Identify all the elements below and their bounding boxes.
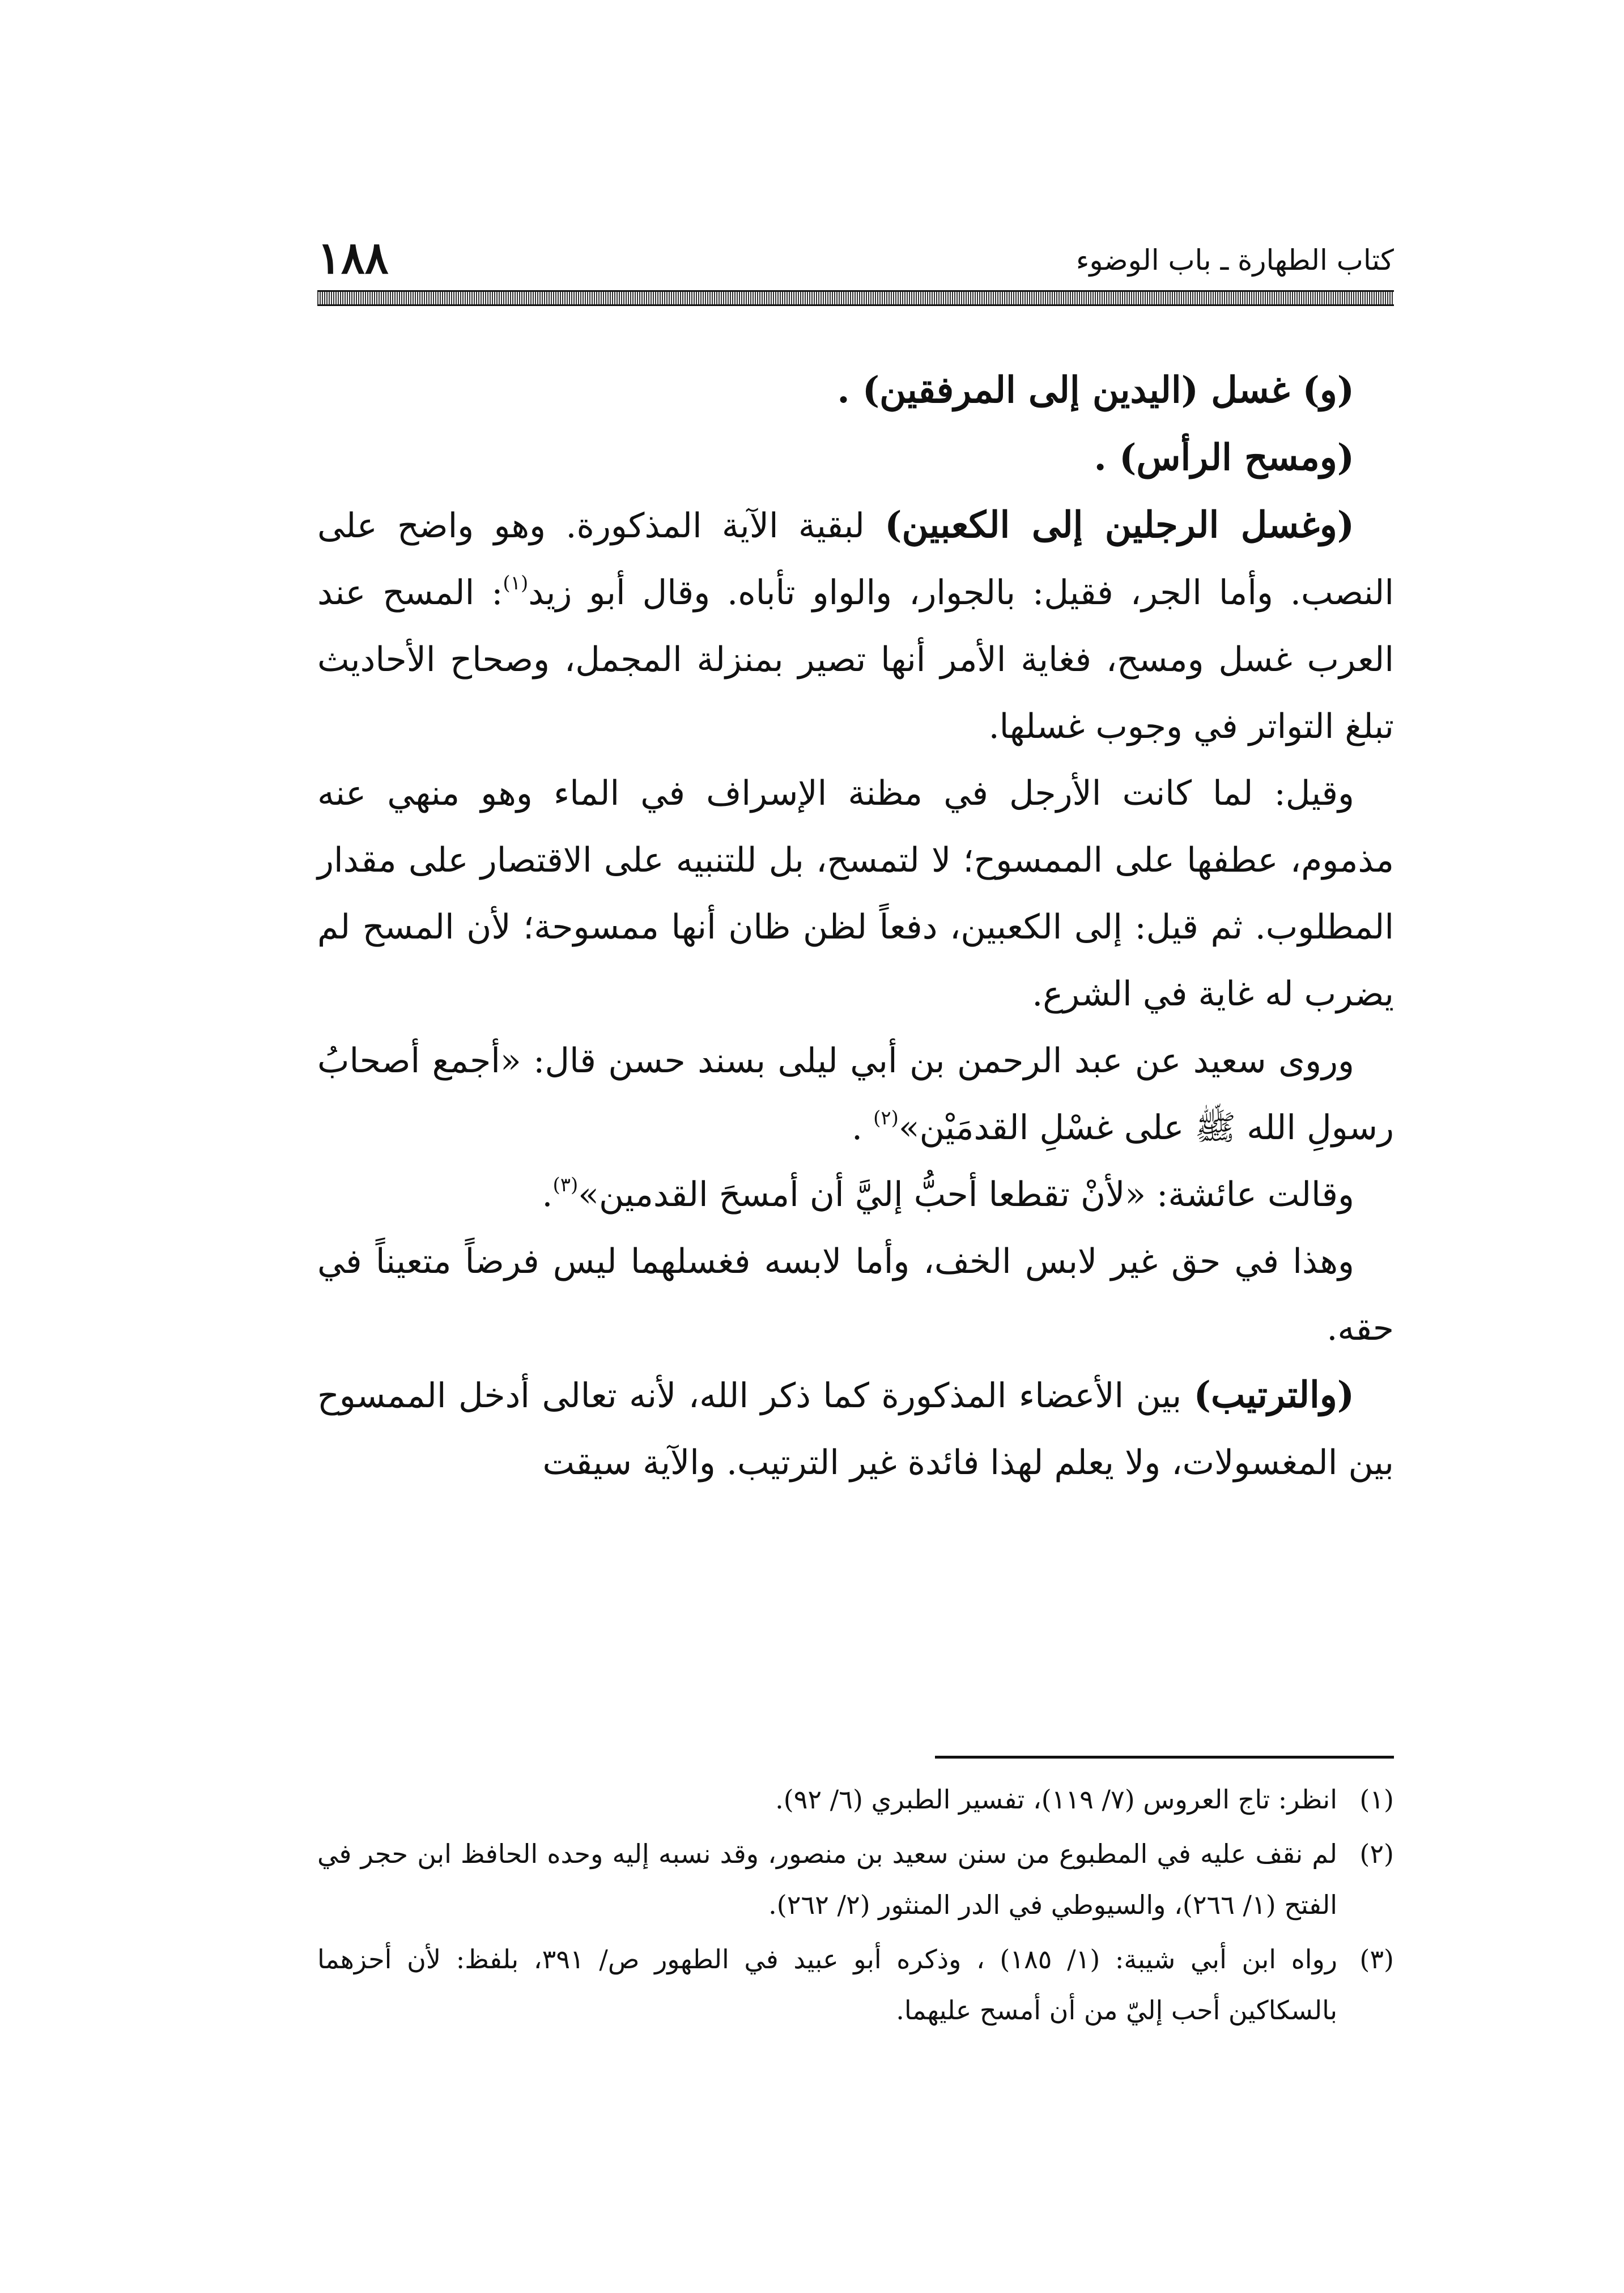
- page-header: [317, 227, 1394, 295]
- footnote-item: [317, 1934, 1394, 2036]
- footnote-text: لم نقف عليه في المطبوع من سنن سعيد بن منصور، وقد نسبه إليه وحده الحافظ ابن حجر في الفتح (١/ ٢٦٦)، والسيوطي في الدر المنثور (٢/ ٢٦٢).: [317, 1838, 1337, 1920]
- footnote-text: انظر: تاج العروس (٧/ ١١٩)، تفسير الطبري (٦/ ٩٢).: [775, 1784, 1337, 1815]
- matn-text: (وغسل الرجلين إلى الكعبين): [885, 504, 1354, 546]
- page-number: ١٨٨: [317, 232, 389, 284]
- main-text: [317, 357, 1394, 1496]
- matn-text: (ومسح الرأس) .: [1094, 436, 1354, 479]
- paragraph-4: [317, 760, 1394, 1027]
- commentary-text: وروى سعيد عن عبد الرحمن بن أبي ليلى بسند حسن قال: «أجمع أصحابُ رسولِ الله ﷺ على غسْلِ القدمَيْن»: [317, 1041, 1394, 1148]
- paragraph-7: [317, 1228, 1394, 1362]
- footnote-text: رواه ابن أبي شيبة: (١/ ١٨٥) ، وذكره أبو عبيد في الطهور ص/ ٣٩١، بلفظ: لأن أحزهما بالسكاكين أحب إليّ من أن أمسح عليهما.: [317, 1944, 1337, 2026]
- footnote-item: [317, 1774, 1394, 1825]
- paragraph-5: [317, 1027, 1394, 1161]
- paragraph-3: [317, 492, 1394, 760]
- matn-text: (والترتيب): [1193, 1374, 1354, 1416]
- commentary-text: بين الأعضاء المذكورة كما ذكر الله، لأنه تعالى أدخل الممسوح بين المغسولات، ولا يعلم لهذا فائدة غير الترتيب. والآية سيقت: [317, 1376, 1394, 1483]
- footnote-ref-3[interactable]: (٣): [552, 1174, 579, 1196]
- commentary-text: : المسح عند العرب غسل ومسح، فغاية الأمر أنها تصير بمنزلة المجمل، وصحاح الأحاديث تبلغ التواتر في وجوب غسلها.: [317, 573, 1394, 746]
- commentary-text: وقيل: لما كانت الأرجل في مظنة الإسراف في الماء وهو منهي عنه مذموم، عطفها على الممسوح؛ لا لتمسح، بل للتنبيه على الاقتصار على مقدار المطلوب. ثم قيل: إلى الكعبين، دفعاً لظن ظان أنها ممسوحة؛ لأن المسح لم يضرب له غاية في الشرع.: [317, 774, 1394, 1014]
- footnote-number: (٢): [1359, 1838, 1394, 1869]
- footnote-item: [317, 1828, 1394, 1930]
- paragraph-8: [317, 1362, 1394, 1496]
- paragraph-6: [317, 1161, 1394, 1228]
- commentary-text: .: [542, 1175, 553, 1215]
- header-rule: [317, 290, 1394, 306]
- commentary-text: وقالت عائشة: «لأنْ تقطعا أحبُّ إليَّ أن أمسحَ القدمين»: [578, 1175, 1354, 1215]
- footnote-number: (١): [1359, 1784, 1394, 1815]
- footnotes: [317, 1774, 1394, 2039]
- footnote-separator: [935, 1756, 1394, 1759]
- matn-text: (و) غسل (اليدين إلى المرفقين) .: [837, 369, 1354, 411]
- footnote-ref-1[interactable]: (١): [503, 572, 529, 595]
- footnote-ref-2[interactable]: (٢): [873, 1107, 899, 1129]
- commentary-text: وهذا في حق غير لابس الخف، وأما لابسه فغسلهما ليس فرضاً متعيناً في حقه.: [317, 1242, 1394, 1348]
- commentary-text: لبقية الآية المذكورة. وهو واضح على النصب. وأما الجر، فقيل: بالجوار، والواو تأباه. وقال أبو زيد: [317, 506, 1394, 613]
- commentary-text: .: [851, 1108, 874, 1148]
- footnote-number: (٣): [1359, 1944, 1394, 1974]
- paragraph-2: [317, 424, 1394, 492]
- running-title: كتاب الطهارة ـ باب الوضوء: [1075, 244, 1394, 277]
- paragraph-1: [317, 357, 1394, 424]
